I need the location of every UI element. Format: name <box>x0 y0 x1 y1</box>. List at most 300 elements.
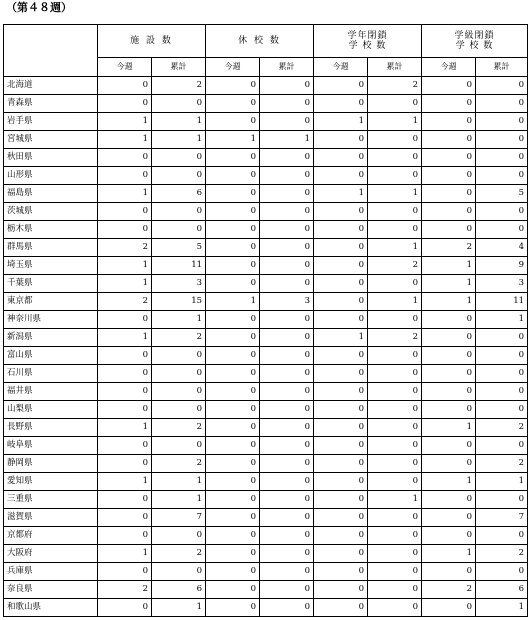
grade-closures-this-week-cell: 0 <box>314 509 368 527</box>
class-closures-cumulative-cell: 0 <box>476 383 528 401</box>
grade-closures-this-week-cell: 0 <box>314 167 368 185</box>
school-closures-this-week-cell: 0 <box>206 275 260 293</box>
grade-closures-cumulative-cell: 0 <box>368 545 422 563</box>
prefecture-name: 滋賀県 <box>4 509 98 527</box>
table-row <box>4 131 528 149</box>
prefecture-name: 長野県 <box>4 419 98 437</box>
grade-closures-cumulative-cell: 1 <box>368 491 422 509</box>
table-row <box>4 581 528 599</box>
grade-closures-this-week-cell: 0 <box>314 131 368 149</box>
table-row <box>4 95 528 113</box>
class-closures-cumulative-cell: 0 <box>476 95 528 113</box>
facilities-cumulative-cell: 2 <box>152 455 206 473</box>
school-closures-this-week-cell: 0 <box>206 329 260 347</box>
school-closures-this-week-cell: 0 <box>206 185 260 203</box>
class-closures-cumulative-cell: 0 <box>476 167 528 185</box>
school-closures-this-week-cell: 0 <box>206 419 260 437</box>
class-closures-this-week-cell: 0 <box>422 347 476 365</box>
facilities-cumulative-cell: 0 <box>152 401 206 419</box>
class-closures-cumulative-cell: 0 <box>476 131 528 149</box>
class-closures-cumulative-cell: 7 <box>476 509 528 527</box>
class-closures-this-week-cell: 0 <box>422 365 476 383</box>
prefecture-name: 静岡県 <box>4 455 98 473</box>
prefecture-name: 宮城県 <box>4 131 98 149</box>
school-closures-cumulative-cell: 0 <box>260 527 314 545</box>
school-closures-this-week-cell: 0 <box>206 311 260 329</box>
grade-closures-this-week-cell: 0 <box>314 437 368 455</box>
facilities-cumulative-cell: 0 <box>152 527 206 545</box>
school-closures-cumulative-cell: 0 <box>260 257 314 275</box>
school-closures-this-week-cell: 1 <box>206 131 260 149</box>
school-closures-this-week-cell: 0 <box>206 383 260 401</box>
prefecture-name: 神奈川県 <box>4 311 98 329</box>
prefecture-name: 三重県 <box>4 491 98 509</box>
grade-closures-cumulative-cell: 0 <box>368 95 422 113</box>
class-closures-this-week-cell: 1 <box>422 275 476 293</box>
grade-closures-cumulative-cell: 0 <box>368 419 422 437</box>
header-group-class-closures-line2: 学 校 数 <box>455 41 494 51</box>
school-closures-cumulative-cell: 0 <box>260 473 314 491</box>
facilities-cumulative-cell: 0 <box>152 563 206 581</box>
school-closures-this-week-cell: 0 <box>206 491 260 509</box>
grade-closures-this-week-cell: 0 <box>314 347 368 365</box>
class-closures-this-week-cell: 0 <box>422 203 476 221</box>
facilities-this-week-cell: 1 <box>98 185 152 203</box>
facilities-cumulative-cell: 2 <box>152 329 206 347</box>
table-row <box>4 293 528 311</box>
table-row <box>4 473 528 491</box>
facilities-cumulative-cell: 0 <box>152 149 206 167</box>
class-closures-cumulative-cell: 2 <box>476 455 528 473</box>
grade-closures-this-week-cell: 1 <box>314 185 368 203</box>
grade-closures-cumulative-cell: 0 <box>368 599 422 617</box>
grade-closures-cumulative-cell: 2 <box>368 77 422 95</box>
class-closures-cumulative-cell: 11 <box>476 293 528 311</box>
school-closures-this-week-cell: 0 <box>206 365 260 383</box>
header-group-school-closures: 休 校 数 <box>206 25 314 58</box>
facilities-this-week-cell: 1 <box>98 113 152 131</box>
table-row <box>4 149 528 167</box>
school-closure-table <box>3 24 528 617</box>
school-closures-cumulative-cell: 0 <box>260 545 314 563</box>
facilities-cumulative-cell: 6 <box>152 185 206 203</box>
header-group-grade-closures <box>314 25 422 58</box>
table-row <box>4 383 528 401</box>
grade-closures-cumulative-cell: 0 <box>368 455 422 473</box>
prefecture-name: 山形県 <box>4 167 98 185</box>
table-row <box>4 545 528 563</box>
prefecture-name: 岐阜県 <box>4 437 98 455</box>
header-row-groups <box>4 25 528 58</box>
grade-closures-cumulative-cell: 2 <box>368 257 422 275</box>
class-closures-this-week-cell: 2 <box>422 239 476 257</box>
table-row <box>4 419 528 437</box>
school-closures-this-week-cell: 0 <box>206 149 260 167</box>
facilities-this-week-cell: 0 <box>98 563 152 581</box>
facilities-this-week-cell: 0 <box>98 383 152 401</box>
class-closures-cumulative-cell: 1 <box>476 599 528 617</box>
grade-closures-cumulative-cell: 0 <box>368 275 422 293</box>
table-row <box>4 113 528 131</box>
class-closures-cumulative-cell: 0 <box>476 113 528 131</box>
facilities-this-week-cell: 1 <box>98 131 152 149</box>
grade-closures-this-week-cell: 0 <box>314 545 368 563</box>
prefecture-name: 栃木県 <box>4 221 98 239</box>
school-closures-cumulative-cell: 0 <box>260 383 314 401</box>
table-body <box>4 77 528 617</box>
facilities-this-week-cell: 0 <box>98 77 152 95</box>
grade-closures-cumulative-cell: 0 <box>368 473 422 491</box>
facilities-this-week-cell: 2 <box>98 239 152 257</box>
school-closures-cumulative-cell: 0 <box>260 167 314 185</box>
facilities-cumulative-cell: 0 <box>152 167 206 185</box>
grade-closures-this-week-cell: 0 <box>314 599 368 617</box>
subheader-cumulative: 累計 <box>260 58 314 77</box>
facilities-this-week-cell: 0 <box>98 365 152 383</box>
facilities-cumulative-cell: 3 <box>152 275 206 293</box>
school-closures-this-week-cell: 0 <box>206 203 260 221</box>
prefecture-name: 石川県 <box>4 365 98 383</box>
school-closures-cumulative-cell: 0 <box>260 113 314 131</box>
grade-closures-this-week-cell: 0 <box>314 311 368 329</box>
grade-closures-this-week-cell: 0 <box>314 473 368 491</box>
facilities-cumulative-cell: 1 <box>152 131 206 149</box>
prefecture-name: 新潟県 <box>4 329 98 347</box>
grade-closures-cumulative-cell: 1 <box>368 293 422 311</box>
school-closures-cumulative-cell: 0 <box>260 95 314 113</box>
subheader-this-week: 今週 <box>314 58 368 77</box>
header-group-grade-closures-line2: 学 校 数 <box>348 41 387 51</box>
facilities-this-week-cell: 0 <box>98 455 152 473</box>
school-closures-this-week-cell: 0 <box>206 473 260 491</box>
subheader-this-week: 今週 <box>422 58 476 77</box>
school-closures-cumulative-cell: 1 <box>260 131 314 149</box>
grade-closures-cumulative-cell: 0 <box>368 437 422 455</box>
class-closures-cumulative-cell: 4 <box>476 239 528 257</box>
facilities-this-week-cell: 0 <box>98 167 152 185</box>
header-group-grade-closures-line1: 学年閉鎖 <box>347 31 388 41</box>
class-closures-cumulative-cell: 3 <box>476 275 528 293</box>
class-closures-this-week-cell: 0 <box>422 149 476 167</box>
class-closures-this-week-cell: 0 <box>422 113 476 131</box>
prefecture-name: 青森県 <box>4 95 98 113</box>
table-row <box>4 563 528 581</box>
class-closures-cumulative-cell: 6 <box>476 581 528 599</box>
school-closures-cumulative-cell: 0 <box>260 581 314 599</box>
grade-closures-cumulative-cell: 0 <box>368 167 422 185</box>
school-closures-this-week-cell: 0 <box>206 455 260 473</box>
grade-closures-this-week-cell: 0 <box>314 95 368 113</box>
class-closures-this-week-cell: 0 <box>422 599 476 617</box>
grade-closures-this-week-cell: 1 <box>314 329 368 347</box>
facilities-cumulative-cell: 1 <box>152 113 206 131</box>
header-group-facilities: 施 設 数 <box>98 25 206 58</box>
class-closures-this-week-cell: 1 <box>422 473 476 491</box>
facilities-this-week-cell: 0 <box>98 509 152 527</box>
grade-closures-this-week-cell: 0 <box>314 221 368 239</box>
table-row <box>4 77 528 95</box>
table-row <box>4 329 528 347</box>
grade-closures-this-week-cell: 0 <box>314 239 368 257</box>
school-closures-cumulative-cell: 0 <box>260 563 314 581</box>
class-closures-cumulative-cell: 0 <box>476 401 528 419</box>
grade-closures-this-week-cell: 0 <box>314 293 368 311</box>
school-closures-cumulative-cell: 0 <box>260 311 314 329</box>
school-closures-this-week-cell: 0 <box>206 581 260 599</box>
grade-closures-cumulative-cell: 1 <box>368 185 422 203</box>
school-closures-cumulative-cell: 0 <box>260 491 314 509</box>
grade-closures-this-week-cell: 0 <box>314 581 368 599</box>
class-closures-this-week-cell: 0 <box>422 221 476 239</box>
table-row <box>4 509 528 527</box>
grade-closures-this-week-cell: 0 <box>314 77 368 95</box>
class-closures-this-week-cell: 0 <box>422 311 476 329</box>
table-row <box>4 365 528 383</box>
facilities-this-week-cell: 2 <box>98 293 152 311</box>
facilities-cumulative-cell: 5 <box>152 239 206 257</box>
school-closures-cumulative-cell: 0 <box>260 185 314 203</box>
prefecture-name: 茨城県 <box>4 203 98 221</box>
school-closures-cumulative-cell: 0 <box>260 455 314 473</box>
class-closures-this-week-cell: 0 <box>422 527 476 545</box>
prefecture-name: 和歌山県 <box>4 599 98 617</box>
facilities-cumulative-cell: 2 <box>152 77 206 95</box>
facilities-this-week-cell: 0 <box>98 95 152 113</box>
grade-closures-cumulative-cell: 0 <box>368 383 422 401</box>
facilities-cumulative-cell: 0 <box>152 221 206 239</box>
class-closures-cumulative-cell: 5 <box>476 185 528 203</box>
school-closures-this-week-cell: 0 <box>206 599 260 617</box>
subheader-this-week: 今週 <box>98 58 152 77</box>
prefecture-name: 富山県 <box>4 347 98 365</box>
class-closures-cumulative-cell: 1 <box>476 311 528 329</box>
school-closures-cumulative-cell: 0 <box>260 599 314 617</box>
facilities-cumulative-cell: 15 <box>152 293 206 311</box>
prefecture-name: 岩手県 <box>4 113 98 131</box>
school-closures-cumulative-cell: 0 <box>260 437 314 455</box>
class-closures-this-week-cell: 1 <box>422 257 476 275</box>
grade-closures-this-week-cell: 0 <box>314 527 368 545</box>
grade-closures-cumulative-cell: 0 <box>368 203 422 221</box>
school-closures-cumulative-cell: 0 <box>260 203 314 221</box>
header-group-class-closures <box>422 25 528 58</box>
school-closures-this-week-cell: 0 <box>206 113 260 131</box>
grade-closures-cumulative-cell: 0 <box>368 311 422 329</box>
school-closures-this-week-cell: 0 <box>206 545 260 563</box>
grade-closures-cumulative-cell: 0 <box>368 581 422 599</box>
class-closures-cumulative-cell: 0 <box>476 437 528 455</box>
class-closures-this-week-cell: 0 <box>422 383 476 401</box>
grade-closures-cumulative-cell: 0 <box>368 131 422 149</box>
school-closures-this-week-cell: 0 <box>206 563 260 581</box>
grade-closures-this-week-cell: 0 <box>314 149 368 167</box>
school-closures-cumulative-cell: 0 <box>260 419 314 437</box>
grade-closures-cumulative-cell: 0 <box>368 509 422 527</box>
grade-closures-cumulative-cell: 1 <box>368 113 422 131</box>
class-closures-this-week-cell: 1 <box>422 419 476 437</box>
facilities-this-week-cell: 1 <box>98 257 152 275</box>
class-closures-cumulative-cell: 0 <box>476 149 528 167</box>
facilities-this-week-cell: 1 <box>98 545 152 563</box>
table-row <box>4 437 528 455</box>
class-closures-this-week-cell: 0 <box>422 95 476 113</box>
class-closures-this-week-cell: 0 <box>422 563 476 581</box>
school-closures-cumulative-cell: 0 <box>260 149 314 167</box>
grade-closures-this-week-cell: 0 <box>314 419 368 437</box>
grade-closures-this-week-cell: 0 <box>314 491 368 509</box>
grade-closures-cumulative-cell: 0 <box>368 527 422 545</box>
class-closures-this-week-cell: 1 <box>422 293 476 311</box>
school-closures-cumulative-cell: 0 <box>260 401 314 419</box>
facilities-cumulative-cell: 1 <box>152 311 206 329</box>
school-closures-this-week-cell: 0 <box>206 437 260 455</box>
school-closures-cumulative-cell: 0 <box>260 347 314 365</box>
grade-closures-this-week-cell: 0 <box>314 401 368 419</box>
school-closures-this-week-cell: 0 <box>206 221 260 239</box>
school-closures-this-week-cell: 1 <box>206 293 260 311</box>
class-closures-this-week-cell: 0 <box>422 455 476 473</box>
class-closures-cumulative-cell: 0 <box>476 365 528 383</box>
grade-closures-this-week-cell: 0 <box>314 257 368 275</box>
prefecture-name: 埼玉県 <box>4 257 98 275</box>
class-closures-this-week-cell: 0 <box>422 491 476 509</box>
prefecture-name: 福島県 <box>4 185 98 203</box>
school-closures-this-week-cell: 0 <box>206 509 260 527</box>
school-closures-cumulative-cell: 0 <box>260 509 314 527</box>
school-closures-cumulative-cell: 0 <box>260 329 314 347</box>
facilities-cumulative-cell: 0 <box>152 383 206 401</box>
grade-closures-cumulative-cell: 0 <box>368 563 422 581</box>
school-closures-cumulative-cell: 0 <box>260 221 314 239</box>
school-closures-this-week-cell: 0 <box>206 347 260 365</box>
page-title: （第４８週） <box>6 1 72 14</box>
prefecture-name: 北海道 <box>4 77 98 95</box>
facilities-this-week-cell: 0 <box>98 401 152 419</box>
school-closures-cumulative-cell: 3 <box>260 293 314 311</box>
prefecture-name: 福井県 <box>4 383 98 401</box>
facilities-cumulative-cell: 1 <box>152 491 206 509</box>
facilities-this-week-cell: 0 <box>98 527 152 545</box>
facilities-this-week-cell: 0 <box>98 203 152 221</box>
facilities-cumulative-cell: 11 <box>152 257 206 275</box>
school-closures-this-week-cell: 0 <box>206 527 260 545</box>
table-row <box>4 185 528 203</box>
prefecture-name: 山梨県 <box>4 401 98 419</box>
facilities-this-week-cell: 1 <box>98 275 152 293</box>
class-closures-this-week-cell: 0 <box>422 77 476 95</box>
grade-closures-this-week-cell: 0 <box>314 203 368 221</box>
facilities-cumulative-cell: 6 <box>152 581 206 599</box>
facilities-cumulative-cell: 7 <box>152 509 206 527</box>
table-row <box>4 455 528 473</box>
subheader-cumulative: 累計 <box>476 58 528 77</box>
grade-closures-cumulative-cell: 0 <box>368 149 422 167</box>
grade-closures-cumulative-cell: 0 <box>368 365 422 383</box>
table-row <box>4 527 528 545</box>
class-closures-cumulative-cell: 2 <box>476 545 528 563</box>
school-closures-this-week-cell: 0 <box>206 77 260 95</box>
prefecture-name: 秋田県 <box>4 149 98 167</box>
table-row <box>4 599 528 617</box>
class-closures-cumulative-cell: 0 <box>476 347 528 365</box>
facilities-this-week-cell: 0 <box>98 221 152 239</box>
grade-closures-cumulative-cell: 0 <box>368 221 422 239</box>
class-closures-cumulative-cell: 1 <box>476 473 528 491</box>
facilities-cumulative-cell: 0 <box>152 347 206 365</box>
prefecture-name: 奈良県 <box>4 581 98 599</box>
class-closures-cumulative-cell: 0 <box>476 491 528 509</box>
class-closures-cumulative-cell: 0 <box>476 203 528 221</box>
grade-closures-this-week-cell: 0 <box>314 563 368 581</box>
class-closures-this-week-cell: 1 <box>422 545 476 563</box>
facilities-cumulative-cell: 0 <box>152 365 206 383</box>
school-closures-this-week-cell: 0 <box>206 167 260 185</box>
grade-closures-cumulative-cell: 1 <box>368 239 422 257</box>
facilities-this-week-cell: 2 <box>98 581 152 599</box>
table-row <box>4 491 528 509</box>
class-closures-cumulative-cell: 0 <box>476 221 528 239</box>
school-closures-this-week-cell: 0 <box>206 95 260 113</box>
grade-closures-this-week-cell: 0 <box>314 455 368 473</box>
table-row <box>4 203 528 221</box>
class-closures-this-week-cell: 2 <box>422 581 476 599</box>
facilities-this-week-cell: 0 <box>98 347 152 365</box>
table-row <box>4 257 528 275</box>
school-closures-cumulative-cell: 0 <box>260 365 314 383</box>
grade-closures-this-week-cell: 0 <box>314 365 368 383</box>
facilities-this-week-cell: 0 <box>98 491 152 509</box>
class-closures-cumulative-cell: 0 <box>476 527 528 545</box>
subheader-cumulative: 累計 <box>152 58 206 77</box>
facilities-cumulative-cell: 2 <box>152 545 206 563</box>
school-closures-this-week-cell: 0 <box>206 257 260 275</box>
grade-closures-this-week-cell: 0 <box>314 275 368 293</box>
subheader-cumulative: 累計 <box>368 58 422 77</box>
facilities-this-week-cell: 1 <box>98 329 152 347</box>
class-closures-this-week-cell: 0 <box>422 437 476 455</box>
facilities-cumulative-cell: 0 <box>152 203 206 221</box>
subheader-this-week: 今週 <box>206 58 260 77</box>
facilities-cumulative-cell: 0 <box>152 437 206 455</box>
class-closures-this-week-cell: 0 <box>422 131 476 149</box>
class-closures-this-week-cell: 0 <box>422 167 476 185</box>
table-row <box>4 167 528 185</box>
grade-closures-this-week-cell: 1 <box>314 113 368 131</box>
prefecture-name: 東京都 <box>4 293 98 311</box>
facilities-cumulative-cell: 1 <box>152 599 206 617</box>
facilities-this-week-cell: 0 <box>98 599 152 617</box>
grade-closures-this-week-cell: 0 <box>314 383 368 401</box>
prefecture-name: 京都府 <box>4 527 98 545</box>
facilities-this-week-cell: 0 <box>98 311 152 329</box>
facilities-cumulative-cell: 1 <box>152 473 206 491</box>
table-row <box>4 311 528 329</box>
class-closures-this-week-cell: 0 <box>422 509 476 527</box>
facilities-this-week-cell: 1 <box>98 419 152 437</box>
class-closures-cumulative-cell: 9 <box>476 257 528 275</box>
table-row <box>4 221 528 239</box>
table-row <box>4 401 528 419</box>
facilities-this-week-cell: 0 <box>98 149 152 167</box>
prefecture-name: 愛知県 <box>4 473 98 491</box>
class-closures-cumulative-cell: 0 <box>476 77 528 95</box>
school-closures-cumulative-cell: 0 <box>260 239 314 257</box>
class-closures-this-week-cell: 0 <box>422 329 476 347</box>
grade-closures-cumulative-cell: 2 <box>368 329 422 347</box>
school-closures-this-week-cell: 0 <box>206 401 260 419</box>
facilities-cumulative-cell: 0 <box>152 95 206 113</box>
school-closures-cumulative-cell: 0 <box>260 77 314 95</box>
